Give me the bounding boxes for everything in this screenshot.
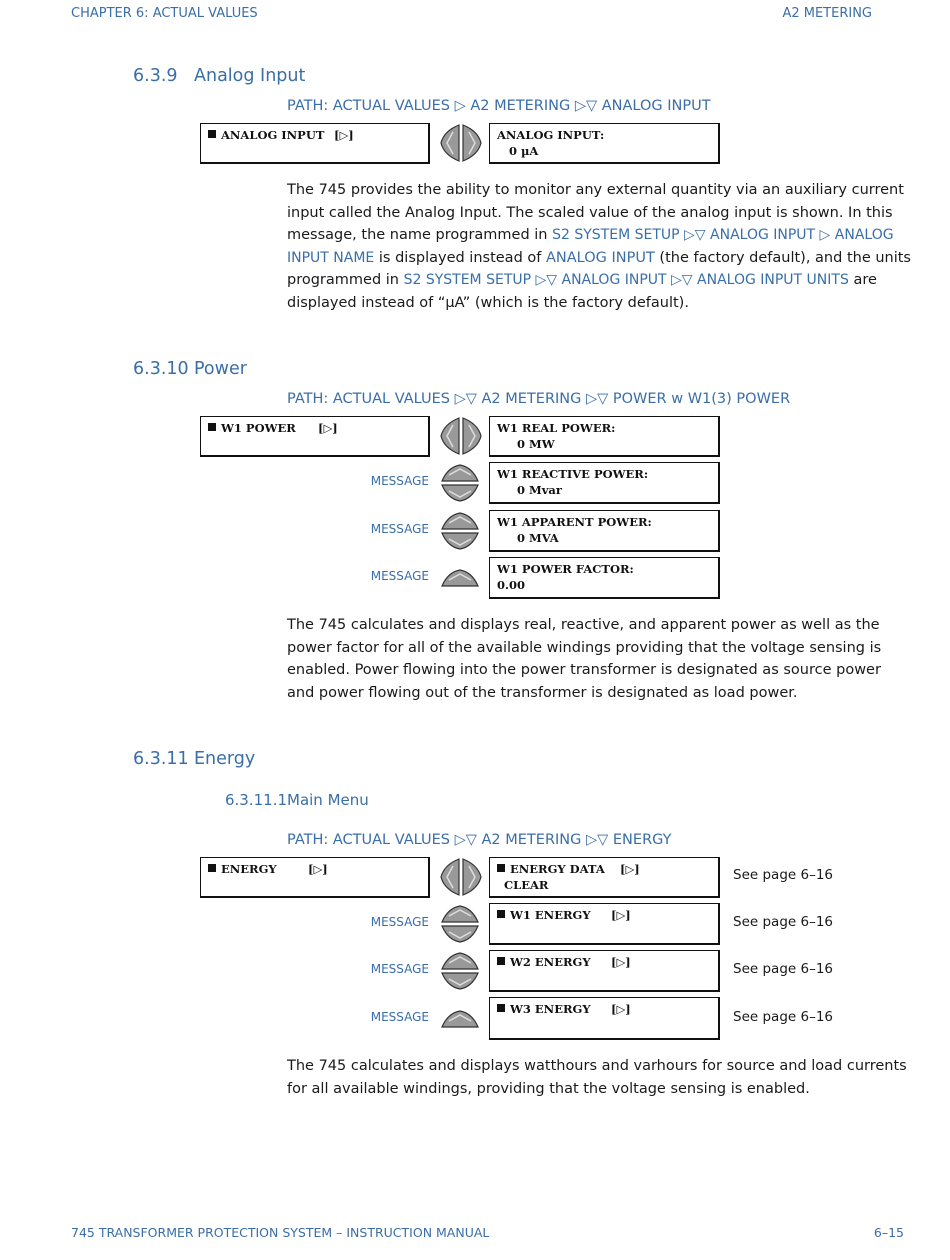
see-page-ref[interactable]: See page 6–16 xyxy=(733,1009,833,1025)
lcd-line-1: W1 POWER FACTOR: xyxy=(497,562,634,576)
lcd-line-1: ENERGY DATA xyxy=(510,862,605,876)
see-page-ref[interactable]: See page 6–16 xyxy=(733,914,833,930)
right-arrow-bracket-icon: [▷] xyxy=(611,955,631,969)
message-label: MESSAGE xyxy=(370,569,429,583)
setting-path-ref: S2 SYSTEM SETUP ▷▽ ANALOG INPUT ▷▽ ANALOG INPUT UNITS xyxy=(403,272,849,288)
right-arrow-bracket-icon: [▷] xyxy=(308,862,328,876)
subsection-title: Main Menu xyxy=(287,791,369,809)
path-analog-input: PATH: ACTUAL VALUES ▷ A2 METERING ▷▽ ANALOG INPUT xyxy=(287,98,711,114)
path-power: PATH: ACTUAL VALUES ▷▽ A2 METERING ▷▽ POWER w W1(3) POWER xyxy=(287,391,791,407)
lcd-display-w1-real-power xyxy=(489,416,720,457)
square-bullet-icon xyxy=(208,864,216,872)
header-section: A2 METERING xyxy=(782,6,872,21)
lcd-line-1: W1 APPARENT POWER: xyxy=(497,515,652,529)
setting-path-ref: S2 SYSTEM SETUP ▷▽ ANALOG INPUT ▷ ANALOG INPUT NAME xyxy=(287,227,894,266)
up-down-keypad-icon xyxy=(440,951,480,991)
square-bullet-icon xyxy=(208,423,216,431)
right-arrow-bracket-icon: [▷] xyxy=(334,128,354,142)
lcd-menu-label: ENERGY xyxy=(221,862,277,876)
text-run: are displayed instead of “µA” (which is the factory default). xyxy=(287,272,877,311)
footer-page-number: 6–15 xyxy=(873,1225,904,1240)
right-arrow-bracket-icon: [▷] xyxy=(620,862,640,876)
lcd-menu-analog-input xyxy=(200,123,430,164)
lcd-display-w1-energy xyxy=(489,903,720,945)
header-chapter: CHAPTER 6: ACTUAL VALUES xyxy=(71,6,258,21)
message-label: MESSAGE xyxy=(370,1010,429,1024)
section-title: Energy xyxy=(194,749,256,769)
lcd-display-energy-data-clear xyxy=(489,857,720,898)
section-title: Power xyxy=(194,359,247,379)
see-page-ref[interactable]: See page 6–16 xyxy=(733,867,833,883)
lcd-menu-energy xyxy=(200,857,430,898)
analog-input-description xyxy=(287,179,912,314)
lcd-line-1: W2 ENERGY xyxy=(510,955,591,969)
lcd-display-w2-energy xyxy=(489,950,720,992)
down-keypad-icon xyxy=(440,1009,480,1029)
square-bullet-icon xyxy=(497,1004,505,1012)
section-number: 6.3.10 xyxy=(133,359,189,379)
left-right-keypad-icon xyxy=(438,123,484,163)
up-down-keypad-icon xyxy=(440,463,480,503)
right-arrow-bracket-icon: [▷] xyxy=(318,421,338,435)
lcd-line-2: CLEAR xyxy=(504,878,549,892)
right-arrow-bracket-icon: [▷] xyxy=(611,1002,631,1016)
footer-manual-title: 745 TRANSFORMER PROTECTION SYSTEM – INSTRUCTION MANUAL xyxy=(71,1225,490,1240)
subsection-number: 6.3.11.1 xyxy=(225,791,288,809)
lcd-line-1: W1 ENERGY xyxy=(510,908,591,922)
down-keypad-icon xyxy=(440,568,480,588)
lcd-line-1: W3 ENERGY xyxy=(510,1002,591,1016)
text-run: (the factory default), and the units programmed in xyxy=(287,249,911,288)
subsection-heading-main-menu xyxy=(225,791,369,809)
left-right-keypad-icon xyxy=(438,416,484,456)
section-heading-power xyxy=(133,359,247,379)
lcd-display-w1-apparent-power xyxy=(489,510,720,552)
message-label: MESSAGE xyxy=(370,474,429,488)
lcd-line-1: W1 REACTIVE POWER: xyxy=(497,467,649,481)
lcd-line-1: ANALOG INPUT: xyxy=(497,128,605,142)
up-down-keypad-icon xyxy=(440,904,480,944)
section-number: 6.3.11 xyxy=(133,749,189,769)
lcd-line-1: W1 REAL POWER: xyxy=(497,421,616,435)
message-label: MESSAGE xyxy=(370,522,429,536)
lcd-line-2: 0 µA xyxy=(509,144,539,158)
section-heading-analog-input xyxy=(133,66,305,86)
lcd-menu-label: W1 POWER xyxy=(221,421,296,435)
square-bullet-icon xyxy=(208,130,216,138)
left-right-keypad-icon xyxy=(438,857,484,897)
lcd-line-2: 0 MW xyxy=(517,437,555,451)
text-run: The 745 provides the ability to monitor any external quantity via an auxiliary current input called the Analog Input. The scaled value of the analog input is shown. In this message, the name programmed in xyxy=(287,182,904,243)
power-description: The 745 calculates and displays real, reactive, and apparent power as well as the power factor for all of the available windings providing that the voltage sensing is enabled. Power flowing into the power transformer is designated as source power and power flowing out of the transformer is designated as load power. xyxy=(287,617,882,701)
section-heading-energy xyxy=(133,749,255,769)
lcd-menu-label: ANALOG INPUT xyxy=(221,128,325,142)
right-arrow-bracket-icon: [▷] xyxy=(611,908,631,922)
section-title: Analog Input xyxy=(194,66,306,86)
message-label: MESSAGE xyxy=(370,962,429,976)
see-page-ref[interactable]: See page 6–16 xyxy=(733,961,833,977)
lcd-menu-w1-power xyxy=(200,416,430,457)
up-down-keypad-icon xyxy=(440,511,480,551)
lcd-line-2: 0 MVA xyxy=(517,531,559,545)
path-energy: PATH: ACTUAL VALUES ▷▽ A2 METERING ▷▽ ENERGY xyxy=(287,832,672,848)
text-run: is displayed instead of xyxy=(374,249,546,266)
lcd-display-analog-input xyxy=(489,123,720,164)
message-label: MESSAGE xyxy=(370,915,429,929)
section-number: 6.3.9 xyxy=(133,66,178,86)
energy-description: The 745 calculates and displays watthours and varhours for source and load currents for all available windings, providing that the voltage sensing is enabled. xyxy=(287,1058,907,1097)
lcd-display-w3-energy xyxy=(489,997,720,1040)
lcd-line-2: 0 Mvar xyxy=(517,483,562,497)
lcd-display-w1-power-factor xyxy=(489,557,720,599)
square-bullet-icon xyxy=(497,910,505,918)
lcd-display-w1-reactive-power xyxy=(489,462,720,504)
lcd-line-2: 0.00 xyxy=(497,578,526,592)
square-bullet-icon xyxy=(497,957,505,965)
square-bullet-icon xyxy=(497,864,505,872)
setting-name-ref: ANALOG INPUT xyxy=(545,249,655,266)
